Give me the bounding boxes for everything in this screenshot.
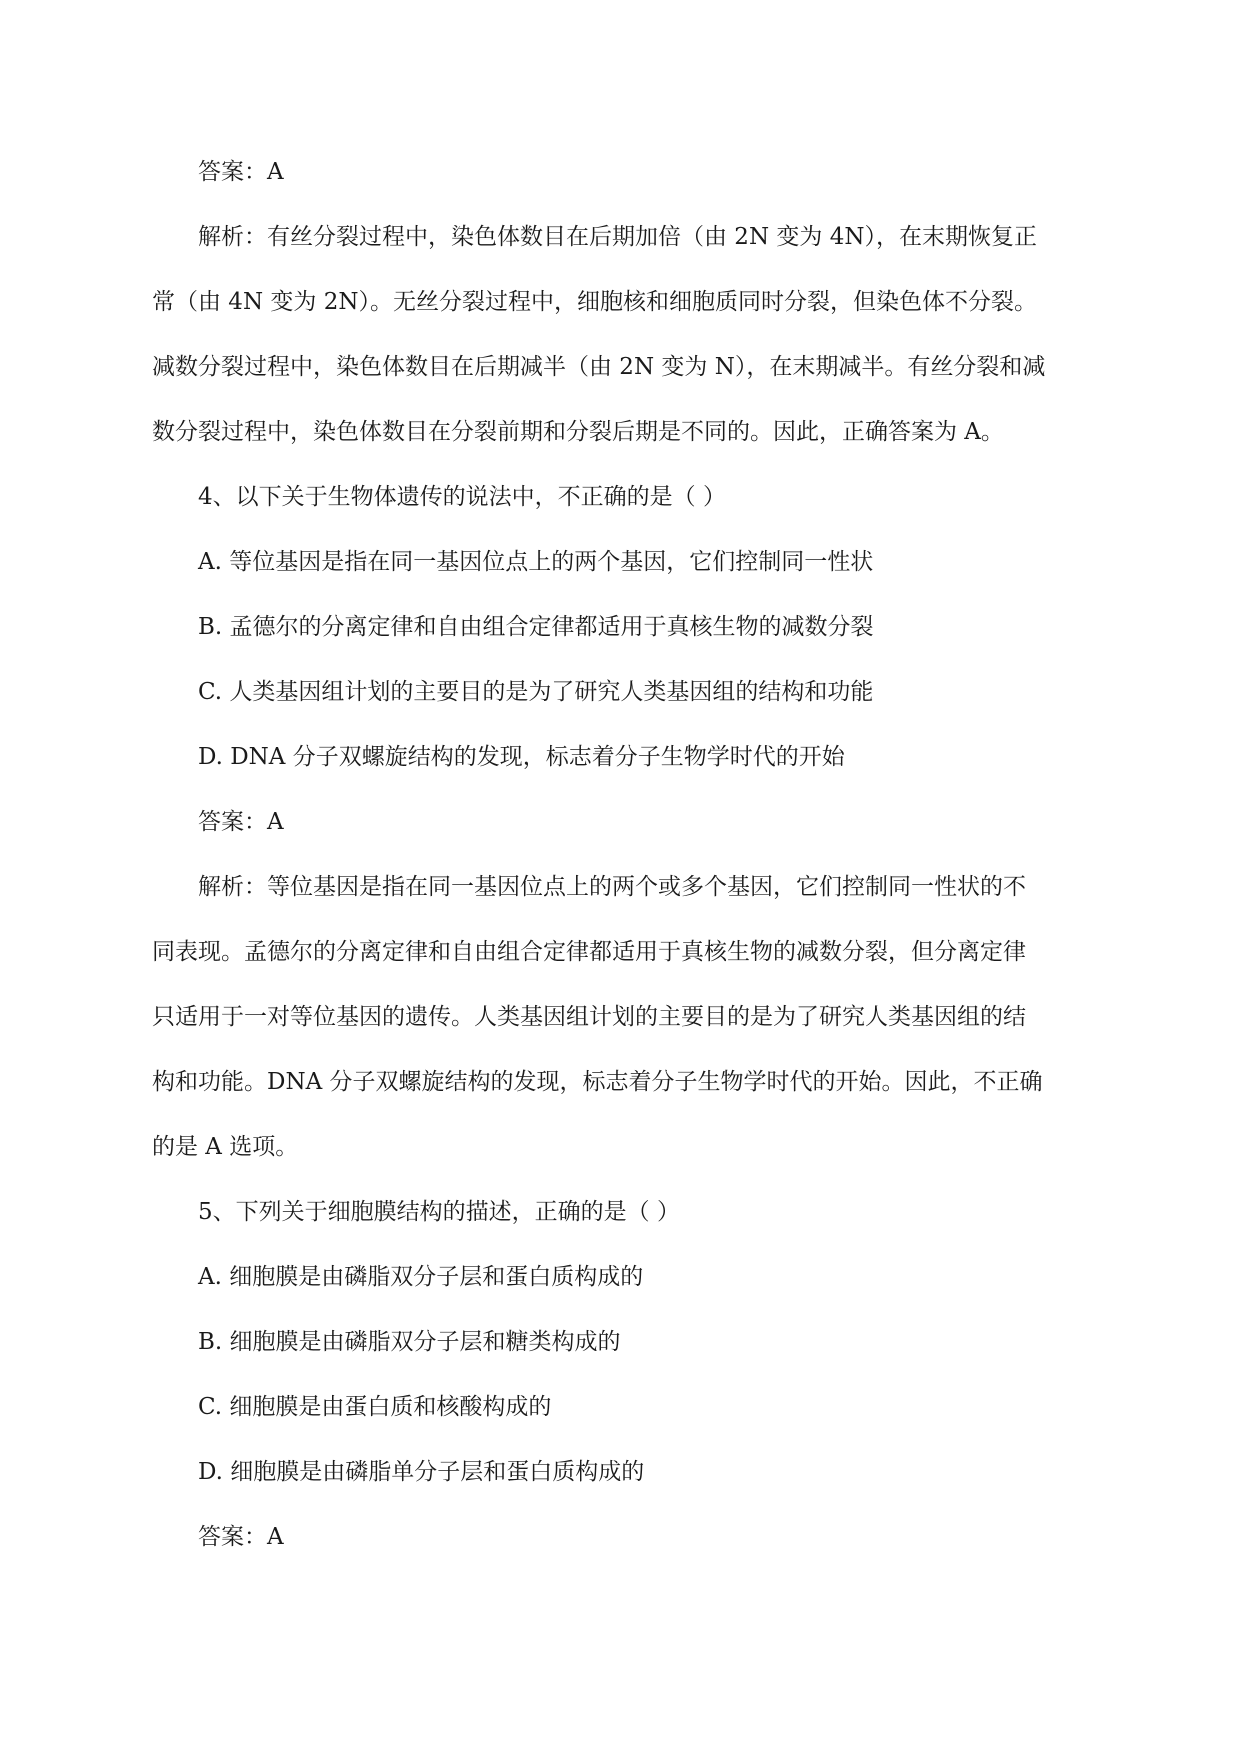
question-4: 4、以下关于生物体遗传的说法中，不正确的是（ ）: [198, 484, 726, 510]
answer-line: 答案：A: [198, 1524, 284, 1550]
analysis-paragraph: [152, 205, 1102, 465]
analysis-line: 同表现。孟德尔的分离定律和自由组合定律都适用于真核生物的减数分裂，但分离定律: [152, 939, 1026, 965]
document-body: [152, 140, 1102, 1570]
option-b: B. 孟德尔的分离定律和自由组合定律都适用于真核生物的减数分裂: [198, 614, 874, 640]
answer-line: 答案：A: [198, 809, 284, 835]
analysis-line: 的是 A 选项。: [152, 1134, 299, 1160]
analysis-line: 解析：等位基因是指在同一基因位点上的两个或多个基因，它们控制同一性状的不: [198, 874, 1026, 900]
option-a: A. 等位基因是指在同一基因位点上的两个基因，它们控制同一性状: [198, 549, 874, 575]
analysis-line: 只适用于一对等位基因的遗传。人类基因组计划的主要目的是为了研究人类基因组的结: [152, 1004, 1026, 1030]
option-d: D. 细胞膜是由磷脂单分子层和蛋白质构成的: [198, 1459, 645, 1485]
option-b: B. 细胞膜是由磷脂双分子层和糖类构成的: [198, 1329, 621, 1355]
analysis-line: 减数分裂过程中，染色体数目在后期减半（由 2N 变为 N），在末期减半。有丝分裂和减: [152, 354, 1046, 380]
analysis-paragraph: [152, 855, 1102, 1180]
option-d: D. DNA 分子双螺旋结构的发现，标志着分子生物学时代的开始: [198, 744, 845, 770]
answer-line: 答案：A: [198, 159, 284, 185]
analysis-line: 构和功能。DNA 分子双螺旋结构的发现，标志着分子生物学时代的开始。因此，不正确: [152, 1069, 1043, 1095]
analysis-line: 数分裂过程中，染色体数目在分裂前期和分裂后期是不同的。因此，正确答案为 A。: [152, 419, 1004, 445]
option-a: A. 细胞膜是由磷脂双分子层和蛋白质构成的: [198, 1264, 644, 1290]
analysis-line: 常（由 4N 变为 2N）。无丝分裂过程中，细胞核和细胞质同时分裂，但染色体不分裂。: [152, 289, 1037, 315]
option-c: C. 人类基因组计划的主要目的是为了研究人类基因组的结构和功能: [198, 679, 874, 705]
question-5: 5、下列关于细胞膜结构的描述，正确的是（ ）: [198, 1199, 680, 1225]
option-c: C. 细胞膜是由蛋白质和核酸构成的: [198, 1394, 552, 1420]
analysis-line: 解析：有丝分裂过程中，染色体数目在后期加倍（由 2N 变为 4N），在末期恢复正: [198, 224, 1037, 250]
